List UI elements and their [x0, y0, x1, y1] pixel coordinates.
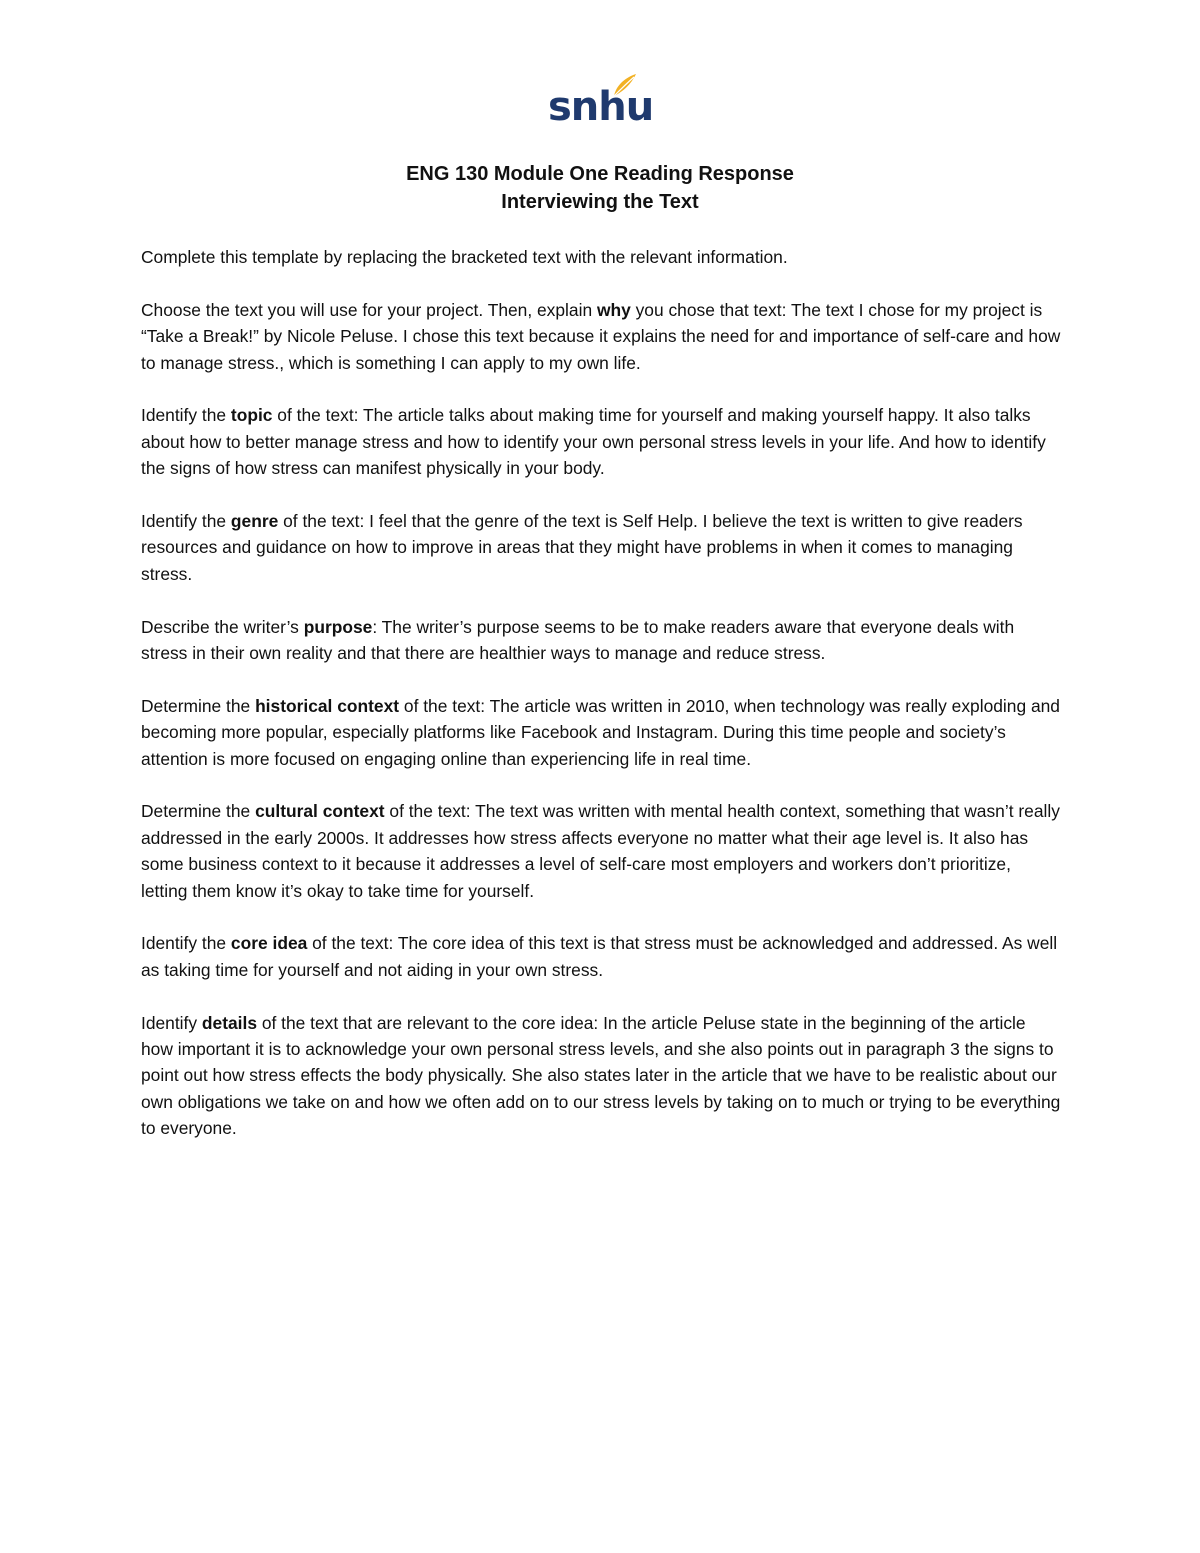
section-prompt: Describe the writer’s: [141, 616, 304, 637]
section-prompt: Identify: [141, 1012, 202, 1033]
title-line-1: ENG 130 Module One Reading Response: [406, 163, 794, 185]
section-keyword: purpose: [303, 616, 373, 637]
section-keyword: details: [201, 1012, 257, 1033]
title-line-2: Interviewing the Text: [501, 191, 699, 213]
intro-paragraph: Complete this template by replacing the bracketed text with the relevant information.: [141, 247, 788, 267]
section-cultural-context: [141, 798, 1061, 904]
section-topic: [141, 402, 1061, 481]
section-prompt: Determine the: [141, 695, 256, 716]
section-response: of the text: The core idea of this text is that stress must be acknowledged and addressed. As well as taking time for yourself and not aiding in your own stress.: [141, 933, 1058, 980]
logo-wordmark: snhu: [548, 84, 654, 130]
section-response: of the text: The text was written with mental health context, something that wasn’t really addressed in the early 2000s. It addresses how stress affects everyone no matter what their age level is. It also has some business context to it because it addresses a level of self-care most employers and workers don’t prioritize, letting them know it’s okay to take time for yourself.: [141, 801, 1060, 901]
section-response: of the text: I feel that the genre of the text is Self Help. I believe the text is written to give readers resources and guidance on how to improve in areas that they might have problems in when it comes to managing stress.: [141, 511, 1023, 584]
section-historical-context: [141, 693, 1061, 772]
snhu-logo: [548, 70, 654, 134]
section-prompt: Identify the: [141, 933, 231, 954]
section-purpose: [141, 614, 1061, 667]
document-body: [141, 244, 1061, 1168]
section-details: [141, 1010, 1061, 1142]
section-why: [141, 297, 1061, 376]
section-response: of the text: The article talks about making time for yourself and making yourself happy. It also talks about how to better manage stress and how to identify your own personal stress levels in your life. And how to identify the signs of how stress can manifest physically in your body.: [141, 405, 1046, 479]
section-response: of the text: The article was written in 2010, when technology was really exploding and becoming more popular, especially platforms like Facebook and Instagram. During this time people and society’s attention is more focused on engaging online than experiencing life in real time.: [141, 695, 1060, 769]
section-response: of the text that are relevant to the core idea: In the article Peluse state in the beginning of the article how important it is to acknowledge your own personal stress levels, and she also points out in paragraph 3 the signs to point out how stress effects the body physically. She also states later in the article that we have to be realistic about our own obligations we take on and how we often add on to our stress levels by taking on to much or trying to be everything to everyone.: [141, 1012, 1061, 1139]
section-prompt: Identify the: [141, 511, 231, 532]
section-keyword: cultural context: [255, 801, 385, 822]
section-core-idea: [141, 930, 1061, 983]
section-response: : The writer’s purpose seems to be to make readers aware that everyone deals with stress in their own reality and that there are healthier ways to manage and reduce stress.: [141, 616, 1015, 664]
section-keyword: topic: [230, 405, 273, 426]
section-genre: [141, 508, 1061, 587]
section-keyword: why: [596, 299, 631, 320]
section-keyword: genre: [230, 511, 279, 532]
section-keyword: historical context: [255, 695, 400, 716]
document-title: [0, 160, 1200, 216]
section-prompt: Identify the: [141, 405, 231, 426]
section-keyword: core idea: [230, 933, 308, 954]
section-prompt: Choose the text you will use for your project. Then, explain: [141, 299, 597, 320]
section-response: you chose that text: The text I chose for my project is “Take a Break!” by Nicole Peluse. I chose this text because it explains the need for and importance of self-care and how to manage stress., which is something I can apply to my own life.: [141, 299, 1061, 373]
section-prompt: Determine the: [141, 801, 256, 822]
